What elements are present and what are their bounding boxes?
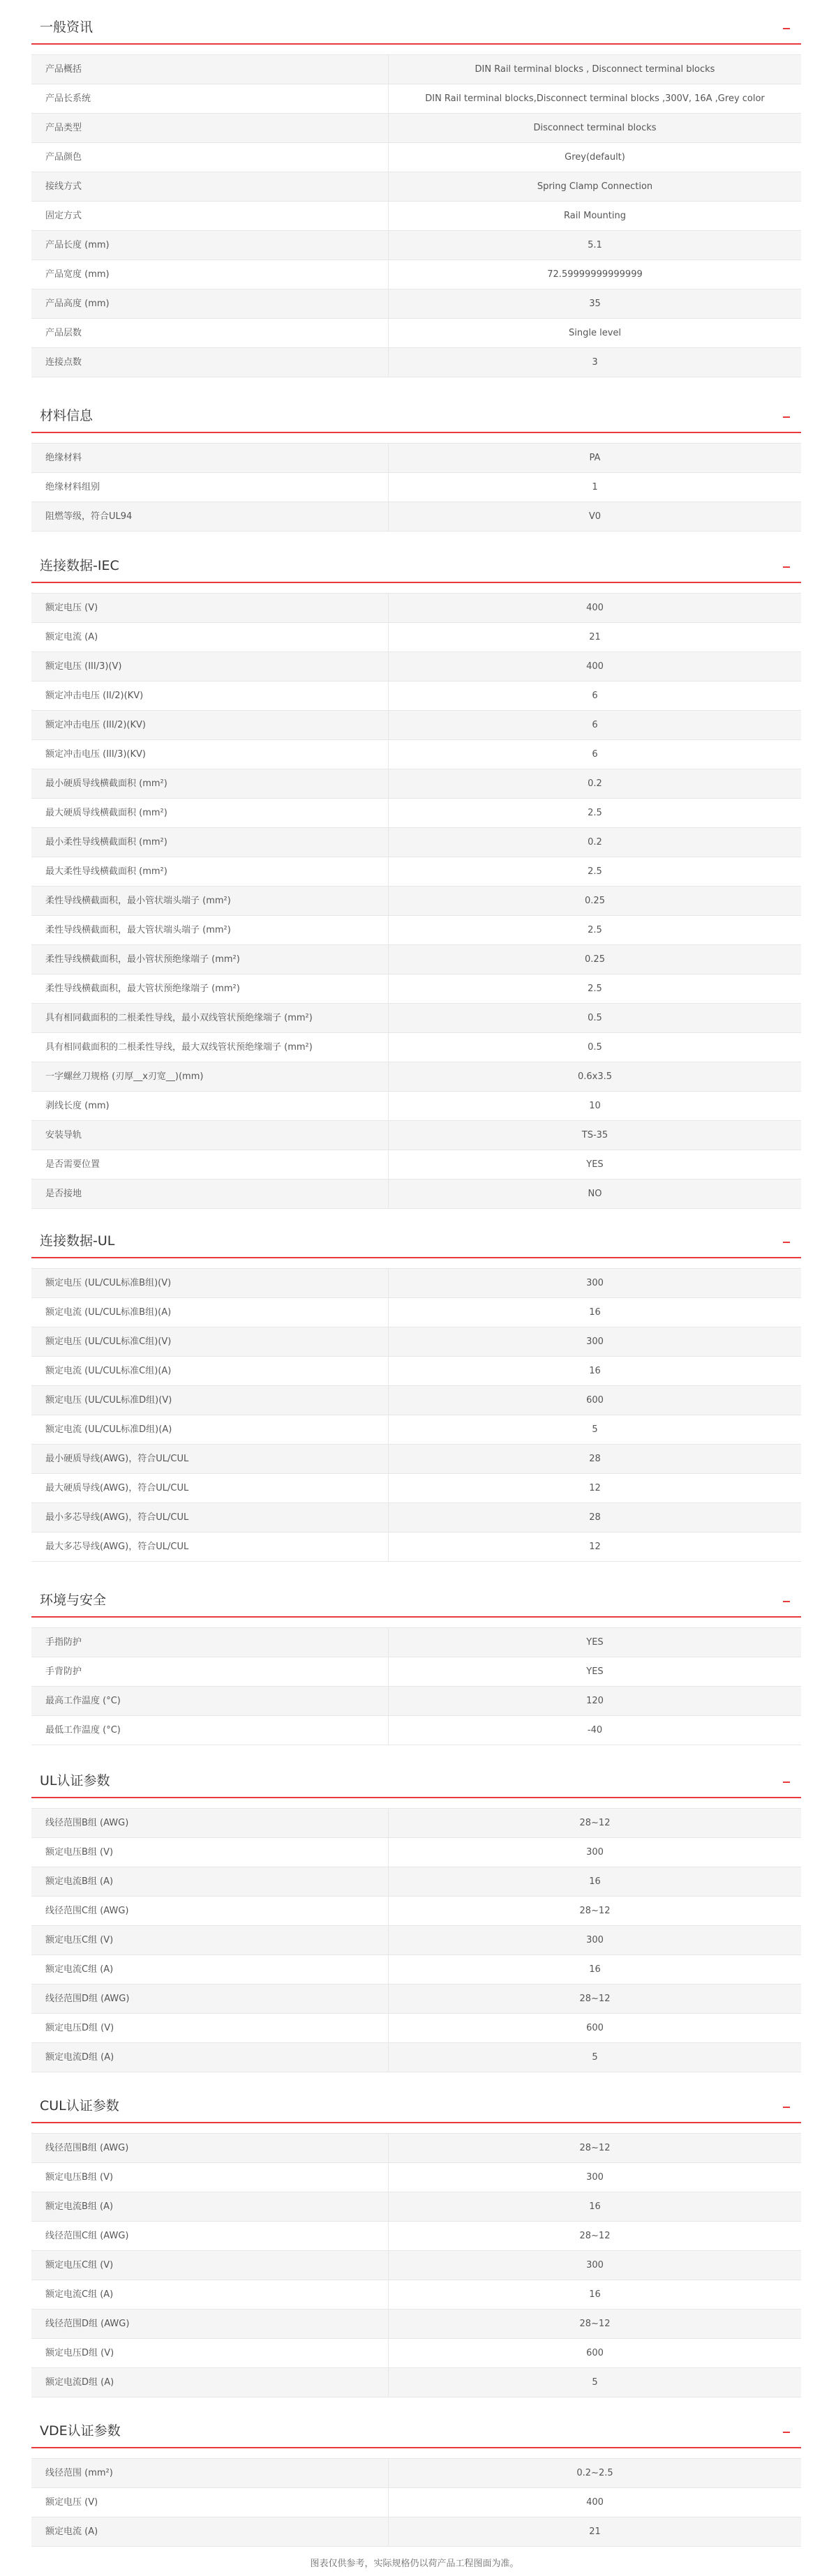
- section-header[interactable]: [31, 538, 801, 583]
- spec-row: [31, 2487, 801, 2517]
- spec-value: 1: [592, 482, 598, 492]
- spec-table: [31, 2458, 801, 2547]
- spec-section: [31, 1214, 801, 1562]
- spec-label: 具有相同截面积的二根柔性导线，最大双线管状预绝缘端子 (mm²): [31, 1033, 389, 1062]
- spec-row: [31, 622, 801, 651]
- spec-row: [31, 113, 801, 142]
- spec-row: [31, 827, 801, 857]
- spec-label: 额定电压 (UL/CUL标准B组)(V): [31, 1269, 389, 1297]
- spec-label: 额定电流D组 (A): [31, 2043, 389, 2072]
- spec-table: [31, 1627, 801, 1745]
- spec-value: YES: [586, 1666, 604, 1677]
- spec-value: 28: [589, 1512, 601, 1523]
- spec-row: [31, 1179, 801, 1209]
- spec-value: 72.59999999999999: [547, 269, 643, 280]
- spec-row: [31, 1444, 801, 1473]
- spec-value: 6: [592, 691, 598, 701]
- spec-label: 额定电流B组 (A): [31, 1867, 389, 1896]
- spec-value: 0.6x3.5: [577, 1071, 613, 1082]
- spec-label: 连接点数: [31, 348, 389, 377]
- footer-note: 图表仅供参考，实际规格仍以荷产品工程图面为准。: [310, 2559, 519, 2569]
- spec-label: 柔性导线横截面积，最小管状端头端子 (mm²): [31, 887, 389, 915]
- spec-label: 最大硬质导线横截面积 (mm²): [31, 799, 389, 827]
- spec-label: 额定电压 (III/3)(V): [31, 652, 389, 681]
- spec-row: [31, 502, 801, 532]
- spec-label: 接线方式: [31, 172, 389, 201]
- spec-row: [31, 1062, 801, 1091]
- spec-row: [31, 318, 801, 347]
- spec-label: 绝缘材料组别: [31, 473, 389, 502]
- spec-value: 0.2: [588, 778, 602, 789]
- spec-value: Spring Clamp Connection: [537, 181, 653, 192]
- spec-row: [31, 1415, 801, 1444]
- spec-label: 额定电压 (V): [31, 594, 389, 622]
- spec-label: 线径范围C组 (AWG): [31, 2222, 389, 2250]
- spec-section: [31, 538, 801, 1209]
- spec-label: 线径范围D组 (AWG): [31, 2310, 389, 2338]
- spec-value: 28: [589, 1454, 601, 1464]
- spec-label: 具有相同截面积的二根柔性导线，最小双线管状预绝缘端子 (mm²): [31, 1004, 389, 1032]
- spec-value: 300: [586, 2260, 604, 2270]
- spec-label: 线径范围B组 (AWG): [31, 1809, 389, 1837]
- section-title: 环境与安全: [40, 1592, 107, 1608]
- spec-row: [31, 1627, 801, 1657]
- spec-label: 额定电压 (UL/CUL标准C组)(V): [31, 1327, 389, 1356]
- spec-value: 35: [589, 299, 601, 309]
- spec-label: 线径范围D组 (AWG): [31, 1984, 389, 2013]
- section-title: 一般资讯: [40, 20, 94, 35]
- spec-label: 额定电流 (UL/CUL标准D组)(A): [31, 1415, 389, 1444]
- spec-row: [31, 769, 801, 798]
- spec-value: 300: [586, 1847, 604, 1858]
- spec-label: 产品长度 (mm): [31, 231, 389, 259]
- section-header[interactable]: [31, 1573, 801, 1618]
- spec-value: 5.1: [588, 240, 602, 250]
- spec-label: 固定方式: [31, 202, 389, 230]
- spec-value: 16: [589, 1307, 601, 1318]
- spec-table: [31, 54, 801, 377]
- spec-value: 0.25: [585, 954, 605, 965]
- spec-label: 手指防护: [31, 1628, 389, 1657]
- section-title: 材料信息: [40, 408, 94, 423]
- spec-row: [31, 681, 801, 710]
- spec-row: [31, 1150, 801, 1179]
- spec-label: 额定冲击电压 (III/2)(KV): [31, 711, 389, 739]
- spec-row: [31, 1502, 801, 1532]
- spec-value: 300: [586, 1336, 604, 1347]
- collapse-icon[interactable]: [783, 2432, 790, 2433]
- spec-row: [31, 84, 801, 113]
- spec-value: 28~12: [579, 1906, 611, 1916]
- spec-value: 21: [589, 632, 601, 642]
- spec-value: 600: [586, 1395, 604, 1406]
- spec-section: [31, 1573, 801, 1745]
- spec-label: 最小硬质导线(AWG)，符合UL/CUL: [31, 1445, 389, 1473]
- spec-value: Grey(default): [565, 152, 625, 163]
- spec-label: 柔性导线横截面积，最大管状端头端子 (mm²): [31, 916, 389, 944]
- spec-label: 绝缘材料: [31, 444, 389, 472]
- spec-row: [31, 472, 801, 502]
- spec-value: 5: [592, 2377, 598, 2388]
- spec-row: [31, 289, 801, 318]
- spec-label: 产品长系统: [31, 84, 389, 113]
- spec-row: [31, 2221, 801, 2250]
- spec-row: [31, 739, 801, 769]
- spec-label: 最低工作温度 (°C): [31, 1716, 389, 1745]
- spec-value: 300: [586, 1278, 604, 1288]
- collapse-icon[interactable]: [783, 416, 790, 418]
- spec-row: [31, 2133, 801, 2162]
- spec-label: 额定电流B组 (A): [31, 2192, 389, 2221]
- spec-row: [31, 2250, 801, 2280]
- spec-label: 线径范围 (mm²): [31, 2459, 389, 2487]
- section-title: UL认证参数: [40, 1773, 110, 1788]
- spec-row: [31, 593, 801, 622]
- spec-row: [31, 2162, 801, 2192]
- spec-label: 线径范围C组 (AWG): [31, 1897, 389, 1925]
- spec-label: 线径范围B组 (AWG): [31, 2134, 389, 2162]
- spec-row: [31, 1473, 801, 1502]
- spec-value: 300: [586, 1935, 604, 1945]
- spec-table: [31, 1268, 801, 1562]
- spec-label: 额定电流C组 (A): [31, 2280, 389, 2309]
- spec-value: -40: [587, 1725, 603, 1735]
- spec-value: 0.25: [585, 896, 605, 906]
- spec-row: [31, 1297, 801, 1327]
- spec-row: [31, 798, 801, 827]
- spec-value: YES: [586, 1637, 604, 1648]
- spec-row: [31, 651, 801, 681]
- spec-section: [31, 2079, 801, 2397]
- spec-row: [31, 1686, 801, 1715]
- spec-row: [31, 1385, 801, 1415]
- spec-label: 产品颜色: [31, 143, 389, 172]
- spec-row: [31, 1657, 801, 1686]
- section-header[interactable]: [31, 2404, 801, 2448]
- spec-value: 6: [592, 720, 598, 730]
- spec-value: YES: [586, 1159, 604, 1170]
- spec-label: 是否接地: [31, 1180, 389, 1208]
- spec-value: Disconnect terminal blocks: [533, 123, 657, 133]
- spec-label: 产品宽度 (mm): [31, 260, 389, 289]
- section-header[interactable]: [31, 1214, 801, 1258]
- spec-label: 产品层数: [31, 319, 389, 347]
- spec-row: [31, 710, 801, 739]
- spec-value: 2.5: [588, 866, 602, 877]
- collapse-icon[interactable]: [783, 2107, 790, 2108]
- spec-section: [31, 389, 801, 532]
- spec-row: [31, 1356, 801, 1385]
- spec-value: 300: [586, 2172, 604, 2183]
- spec-row: [31, 1715, 801, 1745]
- spec-row: [31, 2192, 801, 2221]
- spec-label: 额定冲击电压 (II/2)(KV): [31, 681, 389, 710]
- spec-value: 28~12: [579, 2319, 611, 2329]
- section-title: 连接数据-UL: [40, 1233, 115, 1249]
- spec-label: 柔性导线横截面积，最大管状预绝缘端子 (mm²): [31, 974, 389, 1003]
- spec-value: 16: [589, 1366, 601, 1376]
- spec-row: [31, 1837, 801, 1867]
- collapse-icon[interactable]: [783, 1601, 790, 1602]
- spec-value: 28~12: [579, 1818, 611, 1828]
- spec-value: 120: [586, 1696, 604, 1706]
- spec-label: 额定电压C组 (V): [31, 1926, 389, 1954]
- spec-row: [31, 1925, 801, 1954]
- section-header[interactable]: [31, 2079, 801, 2123]
- section-header[interactable]: [31, 0, 801, 45]
- spec-value: 16: [589, 2201, 601, 2212]
- spec-row: [31, 230, 801, 259]
- spec-row: [31, 443, 801, 472]
- spec-label: 最大柔性导线横截面积 (mm²): [31, 857, 389, 886]
- spec-value: 2.5: [588, 808, 602, 818]
- spec-table: [31, 593, 801, 1209]
- collapse-icon[interactable]: [783, 1242, 790, 1243]
- spec-row: [31, 1327, 801, 1356]
- spec-row: [31, 857, 801, 886]
- spec-value: 21: [589, 2526, 601, 2537]
- spec-value: PA: [589, 453, 601, 463]
- spec-label: 额定电压 (UL/CUL标准D组)(V): [31, 1386, 389, 1415]
- spec-label: 额定冲击电压 (III/3)(KV): [31, 740, 389, 769]
- spec-label: 剥线长度 (mm): [31, 1092, 389, 1120]
- spec-row: [31, 2338, 801, 2367]
- spec-row: [31, 1896, 801, 1925]
- spec-row: [31, 915, 801, 944]
- spec-label: 额定电压D组 (V): [31, 2339, 389, 2367]
- section-header[interactable]: [31, 389, 801, 433]
- spec-label: 额定电流D组 (A): [31, 2368, 389, 2397]
- spec-value: 3: [592, 357, 598, 368]
- spec-value: 400: [586, 603, 604, 613]
- spec-row: [31, 1532, 801, 1562]
- spec-section: [31, 1754, 801, 2072]
- spec-label: 额定电流 (A): [31, 2517, 389, 2546]
- spec-value: 16: [589, 1964, 601, 1975]
- spec-row: [31, 1003, 801, 1032]
- spec-label: 产品高度 (mm): [31, 289, 389, 318]
- spec-value: DIN Rail terminal blocks,Disconnect terminal blocks ,300V, 16A ,Grey color: [425, 93, 765, 104]
- spec-label: 额定电压C组 (V): [31, 2251, 389, 2280]
- spec-value: 28~12: [579, 2143, 611, 2153]
- spec-label: 阻燃等级，符合UL94: [31, 502, 389, 531]
- spec-value: DIN Rail terminal blocks , Disconnect terminal blocks: [475, 64, 715, 75]
- spec-label: 最大硬质导线(AWG)，符合UL/CUL: [31, 1474, 389, 1502]
- spec-row: [31, 1268, 801, 1297]
- spec-section: [31, 0, 801, 377]
- spec-value: 0.2: [588, 837, 602, 848]
- section-header[interactable]: [31, 1754, 801, 1798]
- spec-row: [31, 944, 801, 974]
- section-title: VDE认证参数: [40, 2423, 121, 2439]
- spec-value: Single level: [568, 328, 621, 338]
- spec-row: [31, 1867, 801, 1896]
- spec-table: [31, 2133, 801, 2397]
- spec-label: 最大多芯导线(AWG)，符合UL/CUL: [31, 1532, 389, 1561]
- spec-value: NO: [588, 1189, 602, 1199]
- spec-row: [31, 2367, 801, 2397]
- spec-label: 最小多芯导线(AWG)，符合UL/CUL: [31, 1503, 389, 1532]
- spec-row: [31, 2517, 801, 2547]
- spec-value: V0: [588, 511, 602, 522]
- spec-value: 2.5: [588, 984, 602, 994]
- section-title: CUL认证参数: [40, 2098, 119, 2114]
- spec-label: 产品类型: [31, 114, 389, 142]
- spec-row: [31, 1808, 801, 1837]
- spec-label: 额定电压 (V): [31, 2488, 389, 2517]
- spec-value: 400: [586, 661, 604, 672]
- spec-row: [31, 974, 801, 1003]
- spec-label: 是否需要位置: [31, 1150, 389, 1179]
- spec-value: 6: [592, 749, 598, 760]
- spec-label: 额定电压D组 (V): [31, 2014, 389, 2042]
- spec-value: 0.5: [588, 1013, 602, 1023]
- spec-row: [31, 347, 801, 377]
- spec-row: [31, 142, 801, 172]
- spec-value: 28~12: [579, 2231, 611, 2241]
- spec-label: 一字螺丝刀规格 (刃厚__x刃宽__)(mm): [31, 1062, 389, 1091]
- spec-label: 最小硬质导线横截面积 (mm²): [31, 769, 389, 798]
- spec-label: 最小柔性导线横截面积 (mm²): [31, 828, 389, 857]
- spec-value: 12: [589, 1483, 601, 1493]
- spec-value: 600: [586, 2023, 604, 2033]
- spec-row: [31, 259, 801, 289]
- spec-row: [31, 1984, 801, 2013]
- spec-section: [31, 2404, 801, 2547]
- spec-value: Rail Mounting: [564, 211, 626, 221]
- spec-row: [31, 1954, 801, 1984]
- section-title: 连接数据-IEC: [40, 558, 119, 573]
- collapse-icon[interactable]: [783, 566, 790, 568]
- spec-table: [31, 443, 801, 532]
- spec-table: [31, 1808, 801, 2072]
- spec-value: 10: [589, 1101, 601, 1111]
- spec-value: 400: [586, 2497, 604, 2508]
- spec-label: 手背防护: [31, 1657, 389, 1686]
- spec-row: [31, 201, 801, 230]
- spec-row: [31, 886, 801, 915]
- collapse-icon[interactable]: [783, 1782, 790, 1783]
- spec-row: [31, 1032, 801, 1062]
- spec-label: 最高工作温度 (°C): [31, 1687, 389, 1715]
- spec-row: [31, 2013, 801, 2042]
- spec-label: 额定电流 (UL/CUL标准B组)(A): [31, 1298, 389, 1327]
- spec-label: 额定电流 (A): [31, 623, 389, 651]
- spec-label: 额定电流C组 (A): [31, 1955, 389, 1984]
- spec-row: [31, 54, 801, 84]
- spec-row: [31, 1091, 801, 1120]
- spec-label: 产品概括: [31, 55, 389, 84]
- spec-value: 12: [589, 1542, 601, 1552]
- spec-label: 柔性导线横截面积，最小管状预绝缘端子 (mm²): [31, 945, 389, 974]
- spec-label: 额定电压B组 (V): [31, 1838, 389, 1867]
- spec-value: 5: [592, 2052, 598, 2063]
- collapse-icon[interactable]: [783, 28, 790, 29]
- spec-value: 5: [592, 1424, 598, 1435]
- spec-row: [31, 172, 801, 201]
- spec-value: 0.2~2.5: [576, 2468, 613, 2478]
- spec-value: 28~12: [579, 1994, 611, 2004]
- spec-row: [31, 2042, 801, 2072]
- spec-row: [31, 2309, 801, 2338]
- spec-value: 16: [589, 1876, 601, 1887]
- spec-label: 额定电压B组 (V): [31, 2163, 389, 2192]
- spec-value: 0.5: [588, 1042, 602, 1053]
- spec-row: [31, 1120, 801, 1150]
- spec-value: 600: [586, 2348, 604, 2358]
- spec-label: 安装导轨: [31, 1121, 389, 1150]
- spec-row: [31, 2280, 801, 2309]
- spec-value: 16: [589, 2289, 601, 2300]
- spec-value: 2.5: [588, 925, 602, 935]
- spec-row: [31, 2458, 801, 2487]
- spec-value: TS-35: [581, 1130, 608, 1140]
- spec-label: 额定电流 (UL/CUL标准C组)(A): [31, 1357, 389, 1385]
